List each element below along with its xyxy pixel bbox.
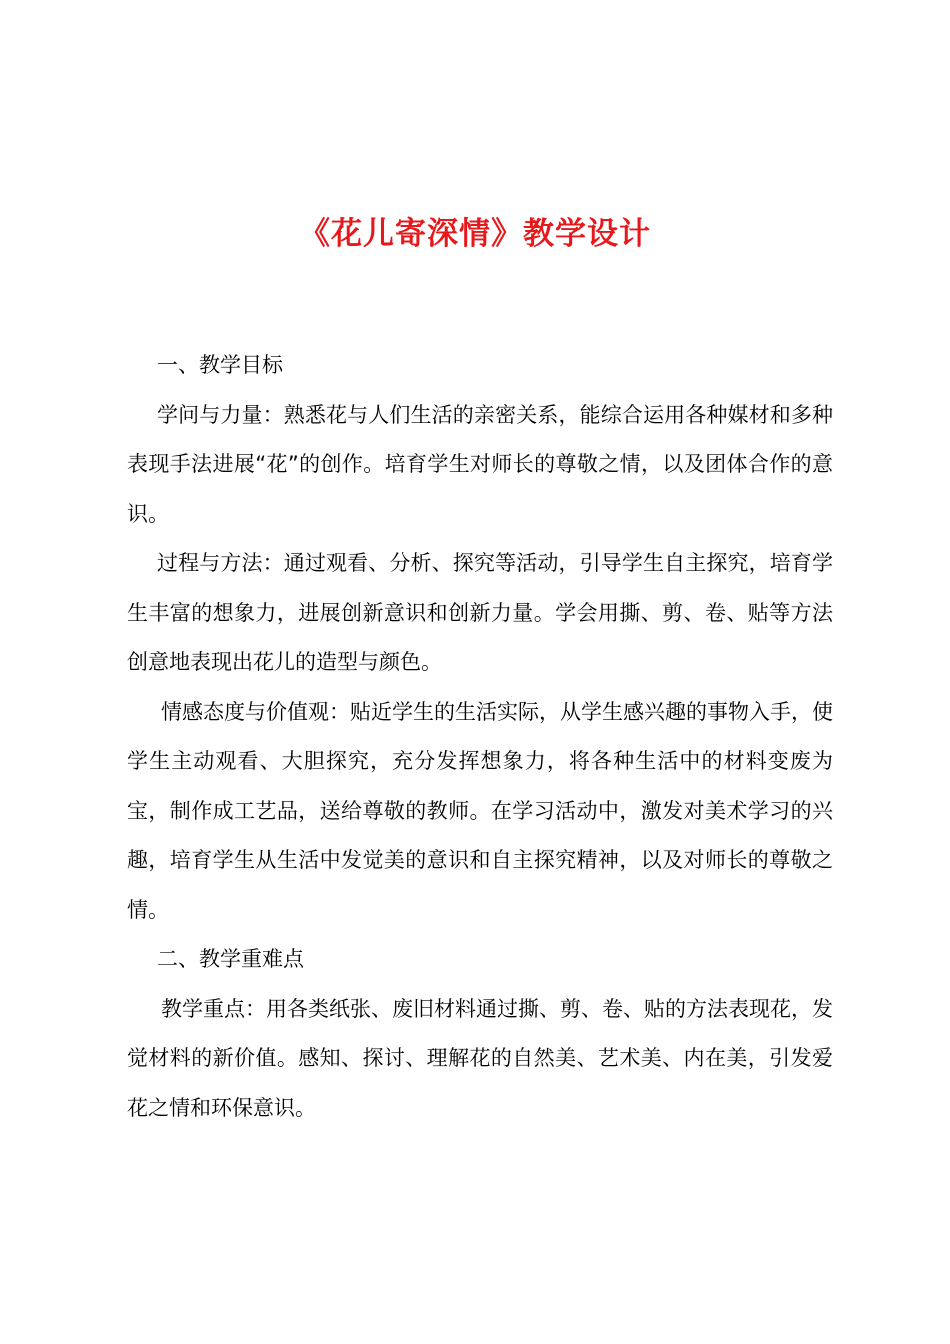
paragraph-process: 过程与方法：通过观看、分析、探究等活动，引导学生自主探究，培育学生丰富的想象力，进展创新意识和创新力量。学会用撕、剪、卷、贴等方法创意地表现出花儿的造型与颜色。 bbox=[127, 551, 833, 674]
document-body bbox=[127, 341, 833, 1133]
paragraph-knowledge: 学问与力量：熟悉花与人们生活的亲密关系，能综合运用各种媒材和多种表现手法进展“花”的创作。培育学生对师长的尊敬之情，以及团体合作的意识。 bbox=[127, 402, 833, 526]
paragraph-key-points: 教学重点：用各类纸张、废旧材料通过撕、剪、卷、贴的方法表现花，发觉材料的新价值。感知、探讨、理解花的自然美、艺术美、内在美，引发爱花之情和环保意识。 bbox=[127, 996, 833, 1120]
paragraph-emotion: 情感态度与价值观：贴近学生的生活实际，从学生感兴趣的事物入手，使学生主动观看、大胆探究，充分发挥想象力，将各种生活中的材料变废为宝，制作成工艺品，送给尊敬的教师。在学习活动中，激发对美术学习的兴趣，培育学生从生活中发觉美的意识和自主探究精神，以及对师长的尊敬之情。 bbox=[127, 699, 833, 922]
document-title: 《花儿寄深情》教学设计 bbox=[299, 216, 651, 252]
section-heading-objectives: 一、教学目标 bbox=[157, 353, 283, 377]
section-heading-difficulty: 二、教学重难点 bbox=[157, 947, 304, 971]
